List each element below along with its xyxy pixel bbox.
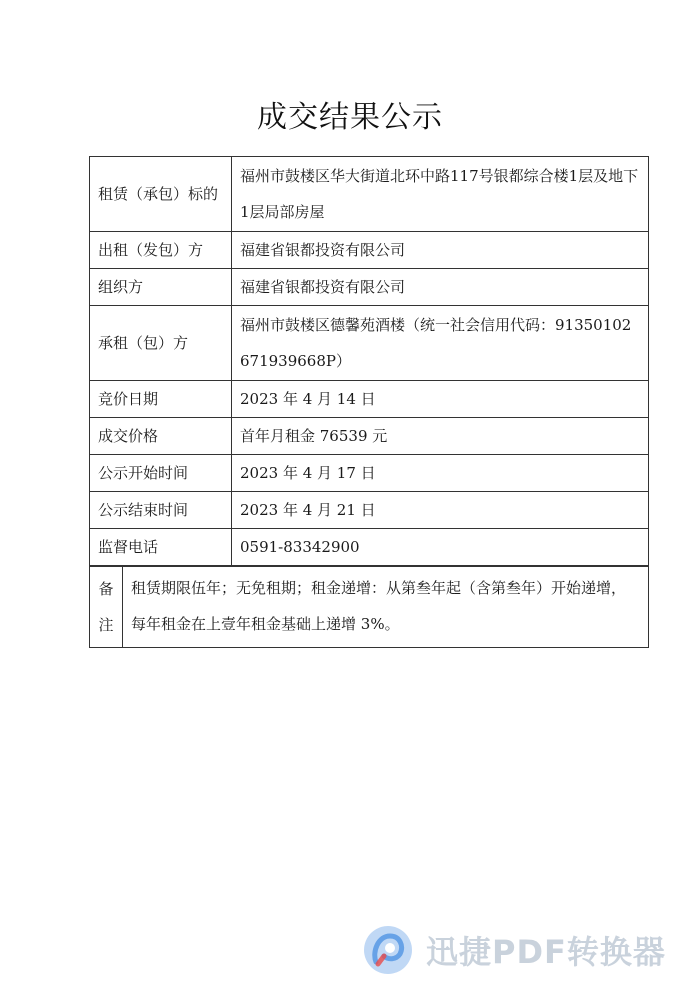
remarks-label — [90, 567, 123, 648]
row-value: 首年月租金 76539 元 — [232, 418, 649, 455]
table-row — [90, 492, 649, 529]
row-value: 2023 年 4 月 14 日 — [232, 381, 649, 418]
table-row — [90, 418, 649, 455]
row-label: 租赁（承包）标的 — [90, 157, 232, 232]
table-row — [90, 455, 649, 492]
remarks-row — [90, 567, 649, 648]
table-row — [90, 269, 649, 306]
watermark — [362, 920, 692, 980]
row-value: 福州市鼓楼区华大街道北环中路117号银都综合楼1层及地下1层局部房屋 — [232, 157, 649, 232]
table-row — [90, 232, 649, 269]
table-row — [90, 306, 649, 381]
remarks-text: 租赁期限伍年；无免租期；租金递增：从第叁年起（含第叁年）开始递增，每年租金在上壹年租金基础上递增 3%。 — [123, 567, 649, 648]
row-value: 福州市鼓楼区德馨苑酒楼（统一社会信用代码：91350102671939668P） — [232, 306, 649, 381]
remarks-table — [89, 566, 649, 648]
remarks-label-line2: 注 — [98, 616, 114, 634]
table-row — [90, 157, 649, 232]
row-label: 公示开始时间 — [90, 455, 232, 492]
remarks-label-line1: 备 — [98, 580, 114, 598]
row-value: 0591-83342900 — [232, 529, 649, 566]
table-row — [90, 529, 649, 566]
row-label: 公示结束时间 — [90, 492, 232, 529]
row-value: 2023 年 4 月 21 日 — [232, 492, 649, 529]
row-label: 承租（包）方 — [90, 306, 232, 381]
table-row — [90, 381, 649, 418]
watermark-text: 迅捷PDF转换器 — [426, 933, 666, 971]
row-label: 竞价日期 — [90, 381, 232, 418]
row-label: 成交价格 — [90, 418, 232, 455]
result-table — [89, 156, 649, 566]
pdf-converter-logo-icon — [362, 924, 414, 976]
page-title: 成交结果公示 — [257, 100, 443, 135]
row-value: 2023 年 4 月 17 日 — [232, 455, 649, 492]
row-label: 出租（发包）方 — [90, 232, 232, 269]
row-label: 监督电话 — [90, 529, 232, 566]
row-value: 福建省银都投资有限公司 — [232, 269, 649, 306]
row-label: 组织方 — [90, 269, 232, 306]
row-value: 福建省银都投资有限公司 — [232, 232, 649, 269]
